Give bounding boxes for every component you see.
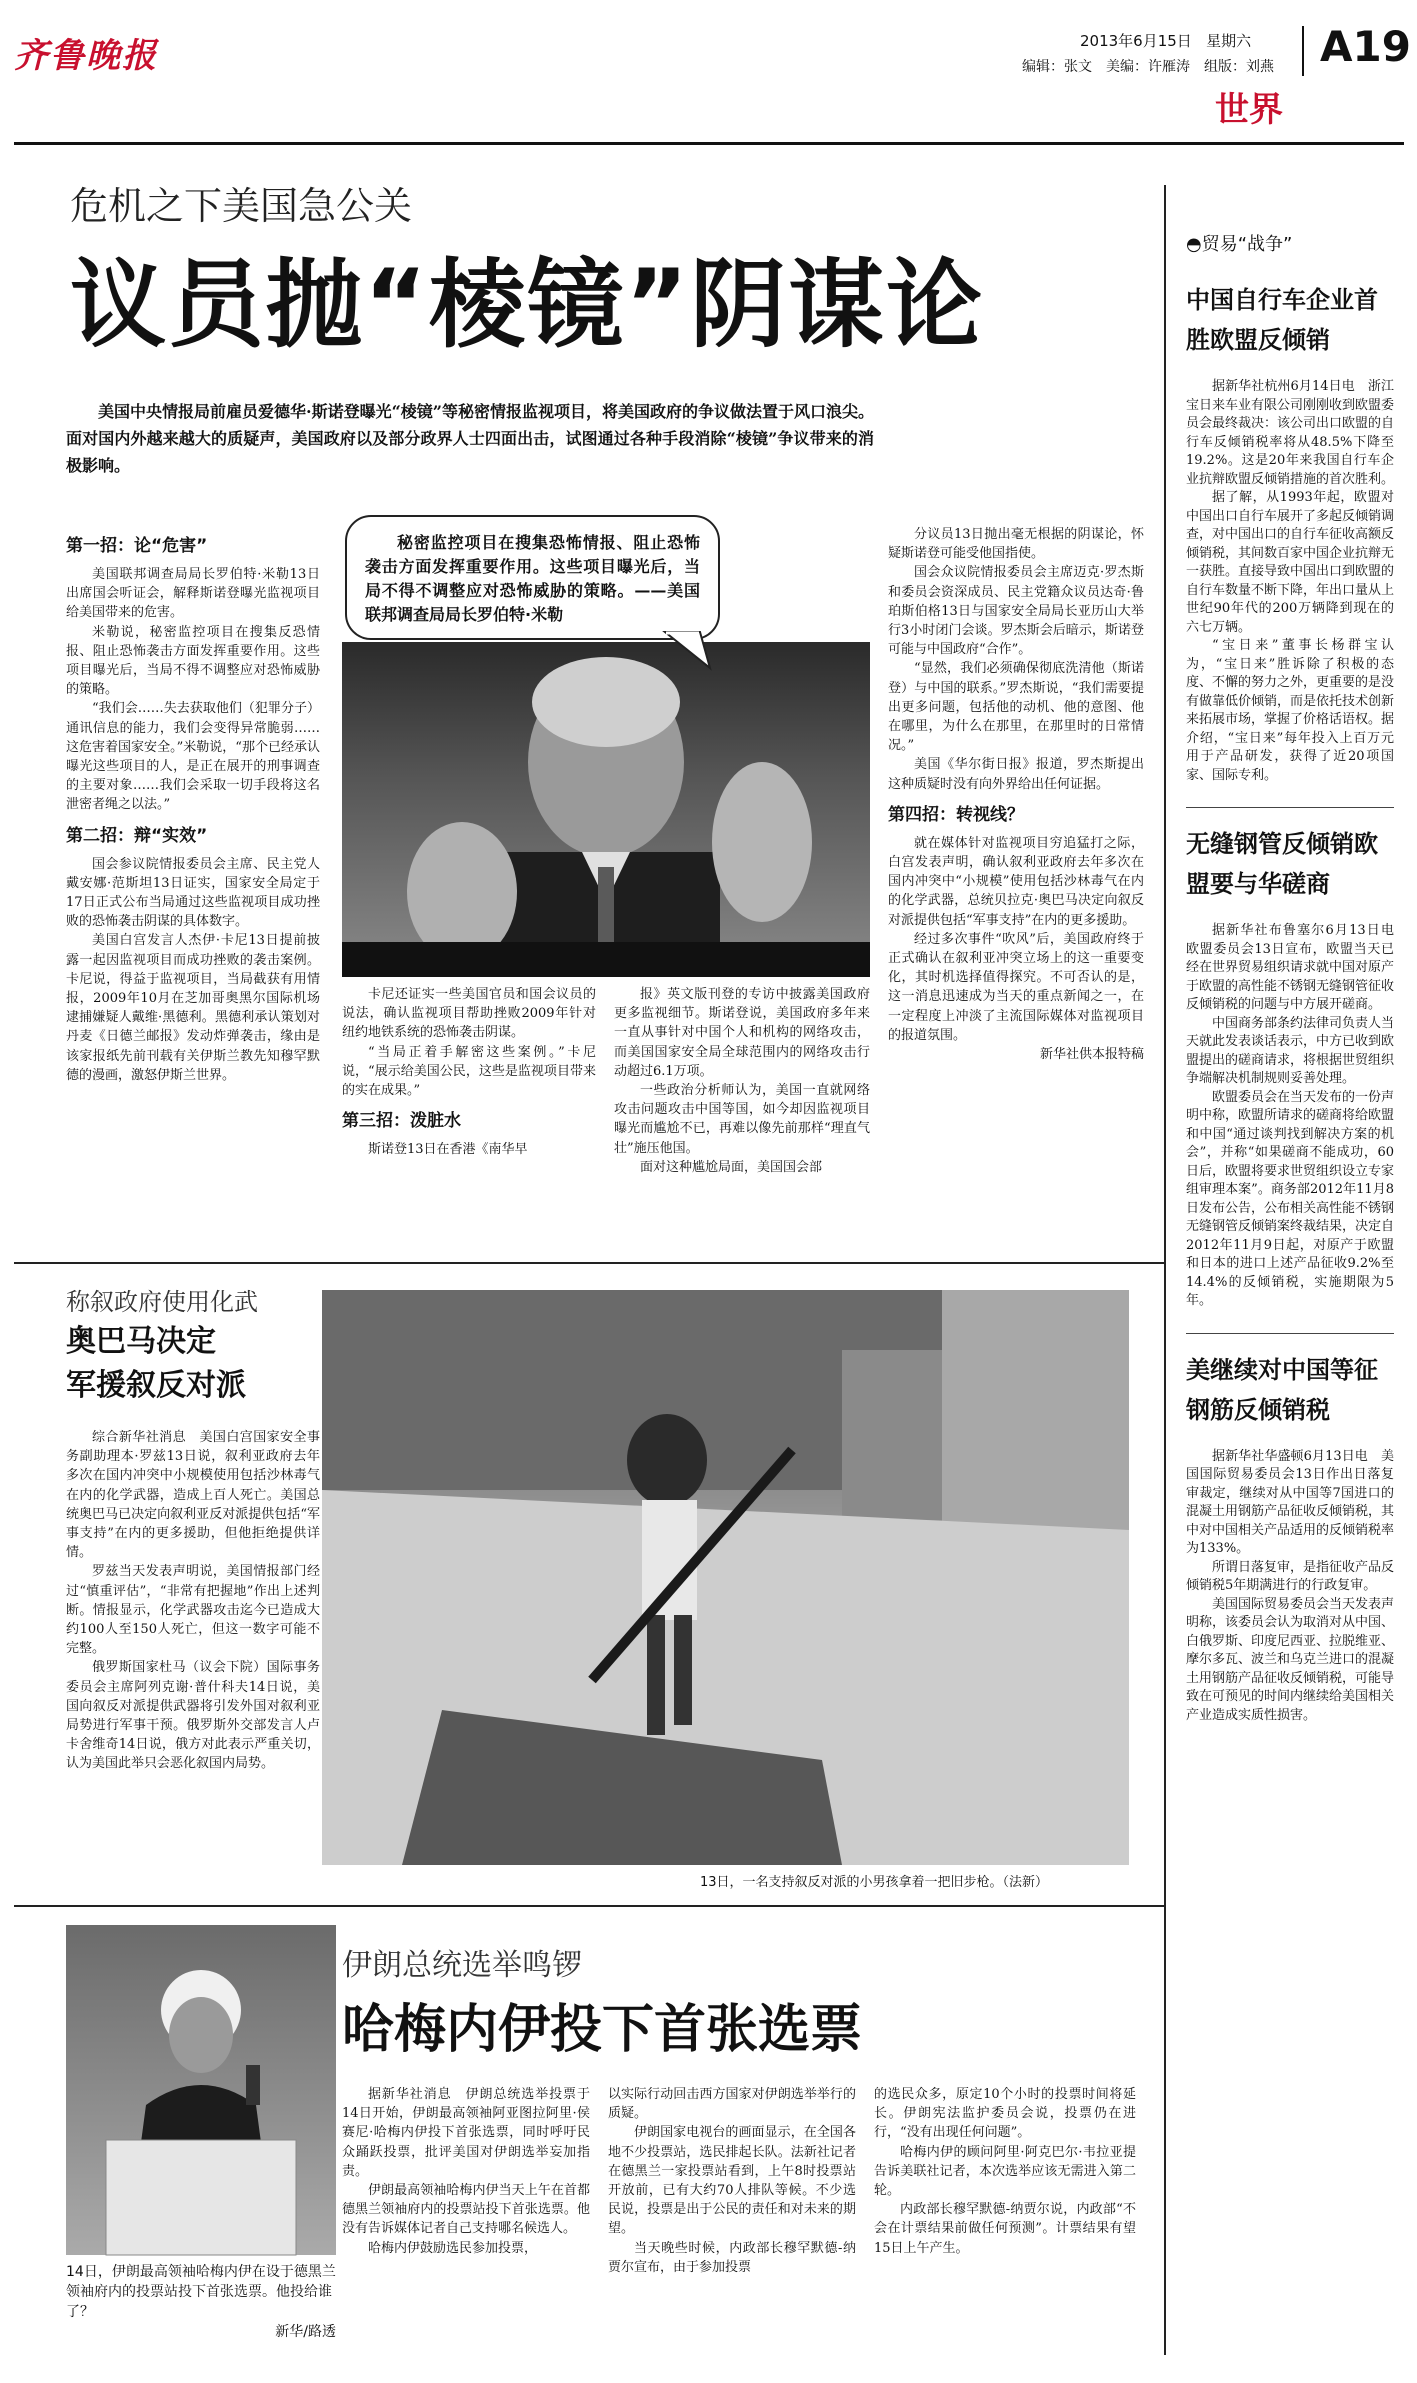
subhead-1: 第一招：论“危害” [66, 536, 208, 556]
sidebar-s1-p3: “宝日来”董事长杨群宝认为，“宝日来”胜诉除了积极的态度、不懈的努力之外，更重要的是没有做靠低价倾销，而是依托技术创新来拓展市场，掌握了价格话语权。据介绍，“宝日来”每年投入上百万元用于产品研发，获得了近20项国家、国际专利。 [1186, 638, 1395, 783]
lead-c4-p5: 就在媒体针对监视项目穷追猛打之际，白宫发表声明，确认叙利亚政府去年多次在国内冲突中“小规模”使用包括沙林毒气在内的化学武器，总统贝拉克·奥巴马决定向叙反对派提供包括“军事支持”在内的更多援助。 [888, 835, 1144, 928]
iran-c3-p3: 内政部长穆罕默德-纳贾尔说，内政部“不会在计票结果前做任何预测”。计票结果有望15日上午产生。 [874, 2202, 1136, 2256]
lead-headline: 议员抛“棱镜”阴谋论 [70, 249, 985, 361]
syria-p3: 俄罗斯国家杜马（议会下院）国际事务委员会主席阿列克谢·普什科夫14日说，美国向叙反对派提供武器将引发外国对叙利亚局势进行军事干预。俄罗斯外交部发言人卢卡舍维奇14日说，俄方对此表示严重关切，认为美国此举只会恶化叙国内局势。 [66, 1660, 320, 1772]
portrait-illustration [342, 642, 870, 977]
voting-illustration [66, 1925, 336, 2255]
lead-column-2 [342, 985, 596, 1240]
lead-c2-p2: “当局正着手解密这些案例。”卡尼说，“展示给美国公民，这些是监视项目带来的实在成果。” [342, 1044, 596, 1099]
lead-c3-p2: 一些政治分析师认为，美国一直就网络攻击问题攻击中国等国，如今却因监视项目曝光而尴尬不已，再难以像先前那样“理直气壮”施压他国。 [614, 1083, 870, 1156]
syria-headline-1: 奥巴马决定 [66, 1324, 216, 1359]
lead-c3-p3: 面对这种尴尬局面，美国国会部 [640, 1159, 823, 1175]
iran-c1-p1: 据新华社消息 伊朗总统选举投票于14日开始，伊朗最高领袖阿亚图拉阿里·侯赛尼·哈梅内伊投下首张选票，同时呼吁民众踊跃投票，批评美国对伊朗选举妄加指责。 [342, 2087, 590, 2179]
lead-c1-p4: 国会参议院情报委员会主席、民主党人戴安娜·范斯坦13日证实，国家安全局定于17日正式公布当局通过这些监视项目成功挫败的恐怖袭击阴谋的具体数字。 [66, 856, 320, 930]
iran-c2-p2: 伊朗国家电视台的画面显示，在全国各地不少投票站，选民排起长队。法新社记者在德黑兰一家投票站看到，上午8时投票站开放前，已有大约70人排队等候。不少选民说，投票是出于公民的责任和对未来的期望。 [608, 2125, 856, 2237]
lead-column-3 [614, 985, 870, 1240]
lead-c4-p6: 经过多次事件“吹风”后，美国政府终于正式确认在叙利亚冲突立场上的这一重要变化，其时机选择值得探究。不可否认的是，这一消息迅速成为当天的重点新闻之一，在一定程度上冲淡了主流国际媒体对监视项目的报道氛围。 [888, 931, 1144, 1043]
masthead-divider [1302, 26, 1304, 76]
iran-c2-p1: 以实际行动回击西方国家对伊朗选举举行的质疑。 [608, 2087, 856, 2122]
sidebar-s3-body [1186, 1448, 1394, 1726]
iran-column-1 [342, 2085, 590, 2375]
page-number: A19 [1320, 22, 1411, 71]
masthead-rule [14, 142, 1404, 145]
sidebar-trade-war [1186, 230, 1408, 2370]
lead-credit: 新华社供本报特稿 [1039, 1047, 1144, 1063]
lead-c4-p2: 国会众议院情报委员会主席迈克·罗杰斯和委员会资深成员、民主党籍众议员达奇·鲁珀斯伯格13日与国家安全局局长亚历山大举行3小时闭门会谈。罗杰斯会后暗示，斯诺登可能与中国政府“合作”。 [888, 565, 1144, 658]
quote-bubble-tail [660, 632, 720, 672]
fbi-director-photo [342, 642, 870, 977]
syria-boy-photo [322, 1290, 1129, 1865]
syria-body [66, 1428, 320, 1896]
staff-credits: 编辑：张文 美编：许雁涛 组版：刘燕 [1022, 59, 1274, 75]
iran-c2-p3: 当天晚些时候，内政部长穆罕默德-纳贾尔宣布，由于参加投票 [608, 2240, 856, 2275]
lead-c1-p2: 米勒说，秘密监控项目在搜集反恐情报、阻止恐怖袭击方面发挥重要作用。这些项目曝光后，当局不得不调整应对恐怖威胁的策略。 [66, 624, 320, 698]
sidebar-s3-p3: 美国国际贸易委员会当天发表声明称，该委员会认为取消对从中国、白俄罗斯、印度尼西亚、拉脱维亚、摩尔多瓦、波兰和乌克兰进口的混凝土用钢筋产品征收反倾销税，可能导致在可预见的时间内继续给美国相关产业造成实质性损害。 [1186, 1596, 1395, 1723]
sidebar-divider [1164, 185, 1166, 2355]
iran-c3-p2: 哈梅内伊的顾问阿里·阿克巴尔·韦拉亚提告诉美联社记者，本次选举应该无需进入第二轮。 [874, 2144, 1136, 2199]
iran-c1-p2: 伊朗最高领袖哈梅内伊当天上午在首都德黑兰领袖府内的投票站投下首张选票。他没有告诉媒体记者自己支持哪名候选人。 [342, 2183, 590, 2237]
masthead [0, 0, 1417, 140]
sidebar-s2-body [1186, 922, 1408, 1311]
subhead-2: 第二招：辩“实效” [66, 825, 208, 846]
lead-c1-p3: “我们会……失去获取他们（犯罪分子）通讯信息的能力，我们会变得异常脆弱……这危害着国家安全。”米勒说，“那个已经承认曝光这些项目的人，是正在展开的刑事调查的主要对象……我们会采取一切手段将这名泄密者绳之以法。” [66, 701, 320, 813]
section-rule-2 [14, 1905, 1164, 1907]
sidebar-s3-title: 美继续对中国等征钢筋反倾销税 [1186, 1355, 1378, 1424]
sidebar-tag [1186, 230, 1394, 256]
lead-intro-text: 美国中央情报局前雇员爱德华·斯诺登曝光“棱镜”等秘密情报监视项目，将美国政府的争议做法置于风口浪尖。面对国内外越来越大的质疑声，美国政府以及部分政界人士四面出击，试图通过各种手段消除“棱镜”争议带来的消极影响。 [66, 402, 874, 475]
syria-p1: 综合新华社消息 美国白宫国家安全事务副助理本·罗兹13日说，叙利亚政府去年多次在国内冲突中小规模使用包括沙林毒气在内的化学武器，造成上百人死亡。美国总统奥巴马已决定向叙利亚反对派提供包括“军事支持”在内的更多援助，但他拒绝提供详情。 [66, 1430, 320, 1561]
iran-headline: 哈梅内伊投下首张选票 [342, 2000, 863, 2060]
subhead-3: 第三招：泼脏水 [342, 1111, 461, 1132]
sidebar-s3-p2: 所谓日落复审，是指征收产品反倾销税5年期满进行的行政复审。 [1186, 1559, 1395, 1593]
date-text: 2013年6月15日 [1080, 32, 1192, 50]
street-illustration [322, 1290, 1129, 1865]
sidebar-s1-title: 中国自行车企业首胜欧盟反倾销 [1186, 286, 1378, 354]
lead-c3-p1: 报》英文版刊登的专访中披露美国政府更多监视细节。斯诺登说，美国政府多年来一直从事针对中国个人和机构的网络攻击，而美国国家安全局全球范围内的网络攻击行动超过6.1万项。 [614, 987, 870, 1079]
lead-c1-p5: 美国白宫发言人杰伊·卡尼13日提前披露一起因监视项目而成功挫败的袭击案例。卡尼说，得益于监视项目，当局截获有用情报，2009年10月在芝加哥奥黑尔国际机场逮捕嫌疑人戴维·黑德利。黑德利承认策划对丹麦《日德兰邮报》发动炸弹袭击，缘由是该家报纸先前刊载有关伊斯兰教先知穆罕默德的漫画，激怒伊斯兰世界。 [66, 933, 320, 1083]
lead-c1-p1: 美国联邦调查局局长罗伯特·米勒13日出席国会听证会，解释斯诺登曝光监视项目给美国带来的危害。 [66, 567, 320, 621]
bullet-icon: ◓ [1186, 234, 1202, 255]
sidebar-s1-body [1186, 378, 1394, 785]
khamenei-photo [66, 1925, 336, 2255]
sidebar-s2-p1: 据新华社布鲁塞尔6月13日电 欧盟委员会13日宣布，欧盟当天已经在世界贸易组织请求就中国对原产于欧盟的高性能不锈钢无缝钢管征收反倾销税的问题与中方展开磋商。 [1186, 923, 1408, 1012]
sidebar-rule-2 [1186, 1333, 1394, 1334]
sidebar-rule-1 [1186, 807, 1394, 808]
weekday-text: 星期六 [1206, 32, 1252, 50]
sidebar-s1-p1: 据新华社杭州6月14日电 浙江宝日来车业有限公司刚刚收到欧盟委员会最终裁决：该公司出口欧盟的自行车反倾销税率将从48.5%下降至19.2%。这是20年来我国自行车企业抗辩欧盟反倾销措施的首次胜利。 [1186, 379, 1395, 487]
syria-photo-caption: 13日，一名支持叙反对派的小男孩拿着一把旧步枪。（法新） [700, 1875, 1049, 1890]
iran-column-3 [874, 2085, 1136, 2375]
syria-headline-2: 军援叙反对派 [66, 1368, 246, 1403]
iran-c3-p1: 的选民众多，原定10个小时的投票时间将延长。伊朗宪法监护委员会说，投票仍在进行，“没有出现任何问题”。 [874, 2087, 1136, 2141]
paper-logo: 齐鲁晚报 [14, 36, 158, 76]
sidebar-s1-p2: 据了解，从1993年起，欧盟对中国出口自行车展开了多起反倾销调查，对中国出口的自行车征收高额反倾销税，其间数百家中国企业抗辩无一获胜。直接导致中国出口到欧盟的自行车数量不断下降，年出口量从上世纪90年代的200万辆降到现在的六七万辆。 [1186, 490, 1395, 635]
iran-photo-credit: 新华/路透 [275, 2324, 336, 2340]
iran-column-2 [608, 2085, 856, 2375]
section-rule-1 [14, 1262, 1164, 1264]
subhead-4: 第四招：转视线？ [888, 804, 1024, 825]
sidebar-s2-p3: 欧盟委员会在当天发布的一份声明中称，欧盟所请求的磋商将给欧盟和中国“通过谈判找到解决方案的机会”，并称“如果磋商不能成功，60日后，欧盟将要求世贸组织设立专家组审理本案”。商务部2012年11月8日发布公告，公布相关高性能不锈钢无缝钢管反倾销案终裁结果，决定自2012年11月9日起，对原产于欧盟和日本的进口上述产品征收9.2%至14.4%的反倾销税，实施期限为5年。 [1186, 1089, 1395, 1308]
quote-bubble [345, 515, 720, 640]
issue-date [1080, 30, 1251, 51]
iran-caption-text: 14日，伊朗最高领袖哈梅内伊在设于德黑兰领袖府内的投票站投下首张选票。他投给谁了？ [66, 2264, 336, 2320]
iran-c1-p3: 哈梅内伊鼓励选民参加投票， [368, 2240, 538, 2256]
sidebar-tag-text: 贸易“战争” [1201, 234, 1293, 255]
lead-column-1 [66, 525, 320, 1240]
lead-c2-p1: 卡尼还证实一些美国官员和国会议员的说法，确认监视项目帮助挫败2009年针对纽约地铁系统的恐怖袭击阴谋。 [342, 987, 596, 1041]
lead-intro [66, 398, 874, 479]
quote-text: 秘密监控项目在搜集恐怖情报、阻止恐怖袭击方面发挥重要作用。这些项目曝光后，当局不得不调整应对恐怖威胁的策略。——美国联邦调查局局长罗伯特·米勒 [365, 533, 700, 624]
section-name: 世界 [1215, 90, 1283, 130]
lead-kicker: 危机之下美国急公关 [70, 184, 413, 228]
sidebar-s2-p2: 中国商务部条约法律司负责人当天就此发表谈话表示，中方已收到欧盟提出的磋商请求，将根据世贸组织争端解决机制规则妥善处理。 [1186, 1015, 1395, 1086]
lead-column-4 [888, 525, 1144, 1245]
sidebar-s2-title: 无缝钢管反倾销欧盟要与华磋商 [1186, 830, 1378, 898]
sidebar-s3-p1: 据新华社华盛顿6月13日电 美国国际贸易委员会13日作出日落复审裁定，继续对从中国等7国进口的混凝土用钢筋产品征收反倾销税，其中对中国相关产品适用的反倾销税率为133%。 [1186, 1448, 1395, 1556]
lead-c4-p1: 分议员13日抛出毫无根据的阴谋论，怀疑斯诺登可能受他国指使。 [888, 527, 1144, 562]
iran-photo-caption [66, 2262, 336, 2342]
syria-kicker: 称叙政府使用化武 [66, 1288, 258, 1316]
iran-kicker: 伊朗总统选举鸣锣 [342, 1948, 582, 1983]
lead-c2-p3: 斯诺登13日在香港《南华早 [368, 1142, 528, 1158]
syria-p2: 罗兹当天发表声明说，美国情报部门经过“慎重评估”，“非常有把握地”作出上述判断。情报显示，化学武器攻击迄今已造成大约100人至150人死亡，但这一数字可能不完整。 [66, 1564, 320, 1657]
lead-c4-p3: “显然，我们必须确保彻底洗清他（斯诺登）与中国的联系。”罗杰斯说，“我们需要提出更多问题，包括他的动机、他的意图、他在哪里，为什么在那里，在那里时的日常情况。” [888, 661, 1144, 754]
lead-c4-p4: 美国《华尔街日报》报道，罗杰斯提出这种质疑时没有向外界给出任何证据。 [888, 757, 1144, 792]
